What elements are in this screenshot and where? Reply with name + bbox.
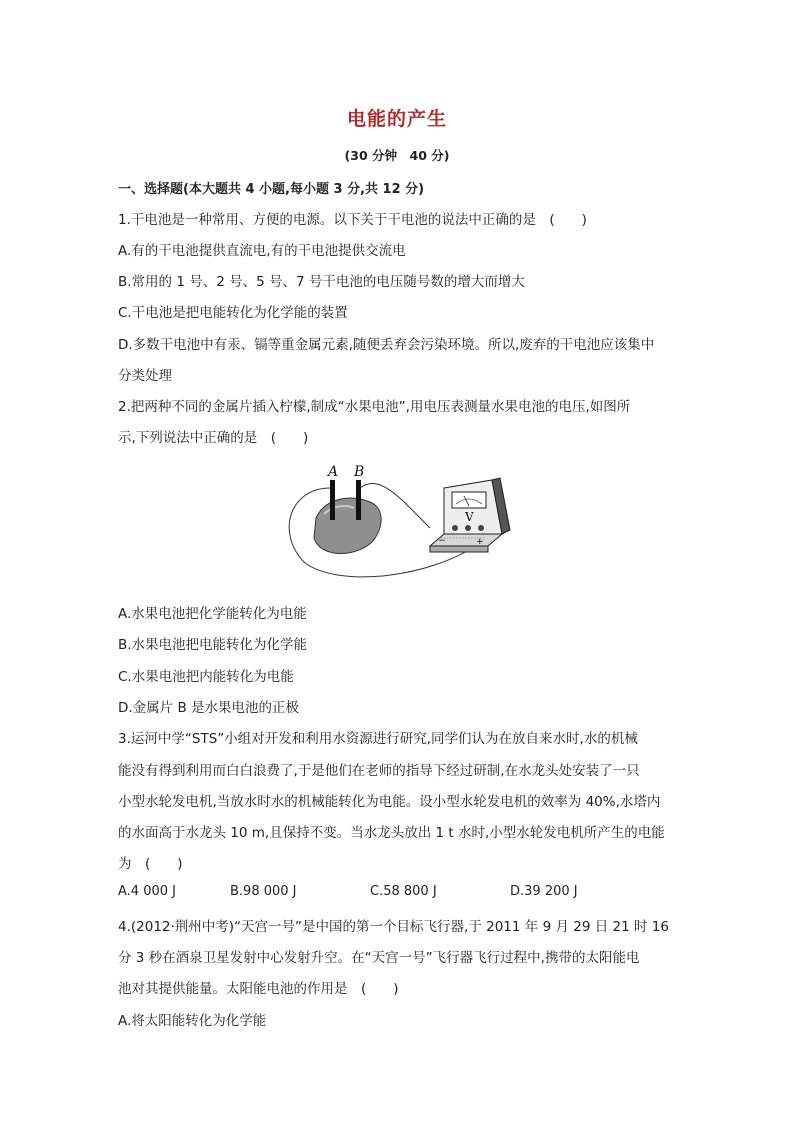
terminal-minus: − (438, 536, 446, 546)
question-4-line-2: 分 3 秒在酒泉卫星发射中心发射升空。在“天宫一号”飞行器飞行过程中,携带的太阳能电 (118, 950, 640, 966)
question-3-line-3: 小型水轮发电机,当放水时水的机械能转化为电能。设小型水轮发电机的效率为 40%,水塔内 (118, 794, 661, 810)
question-3-line-4: 的水面高于水龙头 10 m,且保持不变。当水龙头放出 1 t 水时,小型水轮发电机所产生的电能 (118, 825, 665, 841)
question-1-stem: 1.干电池是一种常用、方便的电源。以下关于干电池的说法中正确的是 ( ) (118, 212, 587, 228)
question-1-option-b: B.常用的 1 号、2 号、5 号、7 号干电池的电压随号数的增大而增大 (118, 274, 525, 290)
question-2-option-a: A.水果电池把化学能转化为电能 (118, 606, 307, 622)
question-1-option-a: A.有的干电池提供直流电,有的干电池提供交流电 (118, 243, 406, 259)
question-3-line-5: 为 ( ) (118, 856, 183, 872)
question-1-option-c: C.干电池是把电能转化为化学能的装置 (118, 305, 348, 321)
metal-plate-a-icon (330, 480, 335, 520)
question-2-option-c: C.水果电池把内能转化为电能 (118, 669, 294, 685)
question-3-line-1: 3.运河中学“STS”小组对开发和利用水资源进行研究,同学们认为在放自来水时,水的机械 (118, 731, 638, 747)
question-3-option-b: B.98 000 J (230, 884, 297, 899)
fruit-battery-figure (280, 458, 520, 588)
section-heading: 一、选择题(本大题共 4 小题,每小题 3 分,共 12 分) (118, 182, 425, 197)
question-4-option-a: A.将太阳能转化为化学能 (118, 1013, 267, 1029)
label-a: A (328, 464, 339, 480)
question-3-line-2: 能没有得到利用而白白浪费了,于是他们在老师的指导下经过研制,在水龙头处安装了一只 (118, 763, 640, 779)
question-4-line-1: 4.(2012·荆州中考)“天宫一号”是中国的第一个目标飞行器,于 2011 年 9 月 29 日 21 时 16 (118, 919, 669, 935)
voltmeter-label: V (465, 510, 474, 524)
question-4-line-3: 池对其提供能量。太阳能电池的作用是 ( ) (118, 981, 399, 997)
question-2-option-d: D.金属片 B 是水果电池的正极 (118, 700, 300, 716)
label-b: B (354, 464, 365, 480)
question-2-stem: 2.把两种不同的金属片插入柠檬,制成“水果电池”,用电压表测量水果电池的电压,如图所 (118, 399, 631, 415)
question-3-option-a: A.4 000 J (118, 884, 176, 899)
terminal-plus: + (476, 537, 484, 547)
question-3-option-d: D.39 200 J (510, 884, 578, 899)
metal-plate-b-icon (356, 480, 361, 520)
page-title: 电能的产生 (346, 108, 447, 130)
question-2-option-b: B.水果电池把电能转化为化学能 (118, 637, 308, 653)
time-score-note: (30 分钟 40 分) (344, 148, 450, 163)
question-3-option-c: C.58 800 J (370, 884, 437, 899)
question-2-stem-cont: 示,下列说法中正确的是 ( ) (118, 430, 309, 446)
question-1-option-d-cont: 分类处理 (118, 368, 172, 384)
question-1-option-d: D.多数干电池中有汞、镉等重金属元素,随便丢弃会污染环境。所以,废弃的干电池应该集中 (118, 337, 655, 353)
